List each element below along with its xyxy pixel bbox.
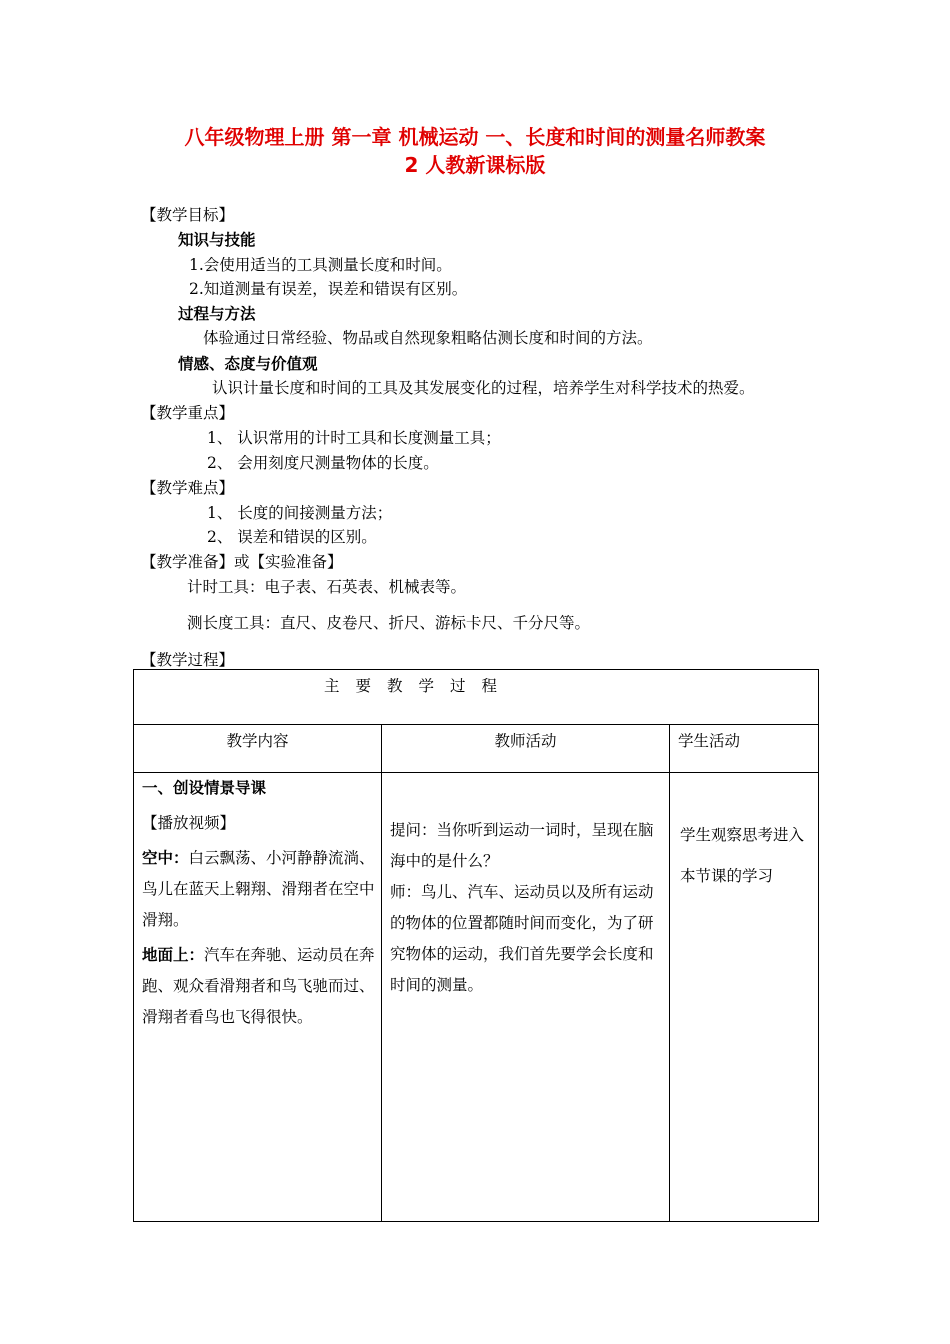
ground-paragraph [142, 940, 375, 1033]
difficulty-2: 2、 误差和错误的区别。 [207, 528, 377, 546]
timing-tools: 计时工具：电子表、石英表、机械表等。 [187, 578, 467, 596]
ground-label: 地面上： [142, 946, 205, 964]
key-point-1: 1、 认识常用的计时工具和长度测量工具； [207, 429, 501, 447]
col-header-content: 教学内容 [134, 725, 382, 773]
table-title: 主要教学过程 [324, 677, 514, 695]
teacher-question: 提问：当你听到运动一词时，呈现在脑海中的是什么？ [390, 821, 654, 870]
process-header: 【教学过程】 [141, 651, 235, 669]
teacher-cell [382, 773, 670, 1222]
col-header-student: 学生活动 [670, 725, 819, 773]
emotion-text: 认识计量长度和时间的工具及其发展变化的过程，培养学生对科学技术的热爱。 [212, 379, 755, 397]
teaching-process-table [133, 669, 819, 1222]
sky-text: 白云飘荡、小河静静流淌、鸟儿在蓝天上翱翔、滑翔者在空中滑翔。 [142, 849, 375, 929]
length-tools: 测长度工具：直尺、皮卷尺、折尺、游标卡尺、千分尺等。 [187, 614, 591, 632]
student-activity: 学生观察思考进入本节课的学习 [680, 826, 805, 885]
process-title: 过程与方法 [178, 305, 256, 323]
key-point-2: 2、 会用刻度尺测量物体的长度。 [207, 454, 439, 472]
preparation-header: 【教学准备】或【实验准备】 [141, 553, 343, 571]
goals-header: 【教学目标】 [141, 206, 235, 224]
student-cell [670, 773, 819, 1222]
teacher-answer: 师：鸟儿、汽车、运动员以及所有运动的物体的位置都随时间而变化，为了研究物体的运动，我们首先要学会长度和时间的测量。 [390, 883, 654, 994]
doc-title-line1: 八年级物理上册 第一章 机械运动 一、长度和时间的测量名师教案 [184, 125, 766, 149]
video-label: 【播放视频】 [142, 814, 236, 832]
key-points-header: 【教学重点】 [141, 404, 235, 422]
knowledge-item-2: 2.知道测量有误差，误差和错误有区别。 [189, 280, 468, 298]
process-text: 体验通过日常经验、物品或自然现象粗略估测长度和时间的方法。 [203, 329, 653, 347]
difficulties-header: 【教学难点】 [141, 479, 235, 497]
sky-label: 空中： [142, 849, 189, 867]
content-heading: 一、创设情景导课 [142, 779, 267, 797]
col-header-teacher: 教师活动 [382, 725, 670, 773]
sky-paragraph [142, 843, 375, 936]
knowledge-item-1: 1.会使用适当的工具测量长度和时间。 [189, 256, 452, 274]
knowledge-title: 知识与技能 [178, 231, 256, 249]
doc-title-line2: 2 人教新课标版 [404, 153, 546, 177]
table-title-cell [134, 670, 819, 725]
content-cell [134, 773, 382, 1222]
emotion-title: 情感、态度与价值观 [178, 355, 318, 373]
ground-text: 汽车在奔驰、运动员在奔跑、观众看滑翔者和鸟飞驰而过、滑翔者看鸟也飞得很快。 [142, 946, 375, 1026]
difficulty-1: 1、 长度的间接测量方法； [207, 504, 393, 522]
